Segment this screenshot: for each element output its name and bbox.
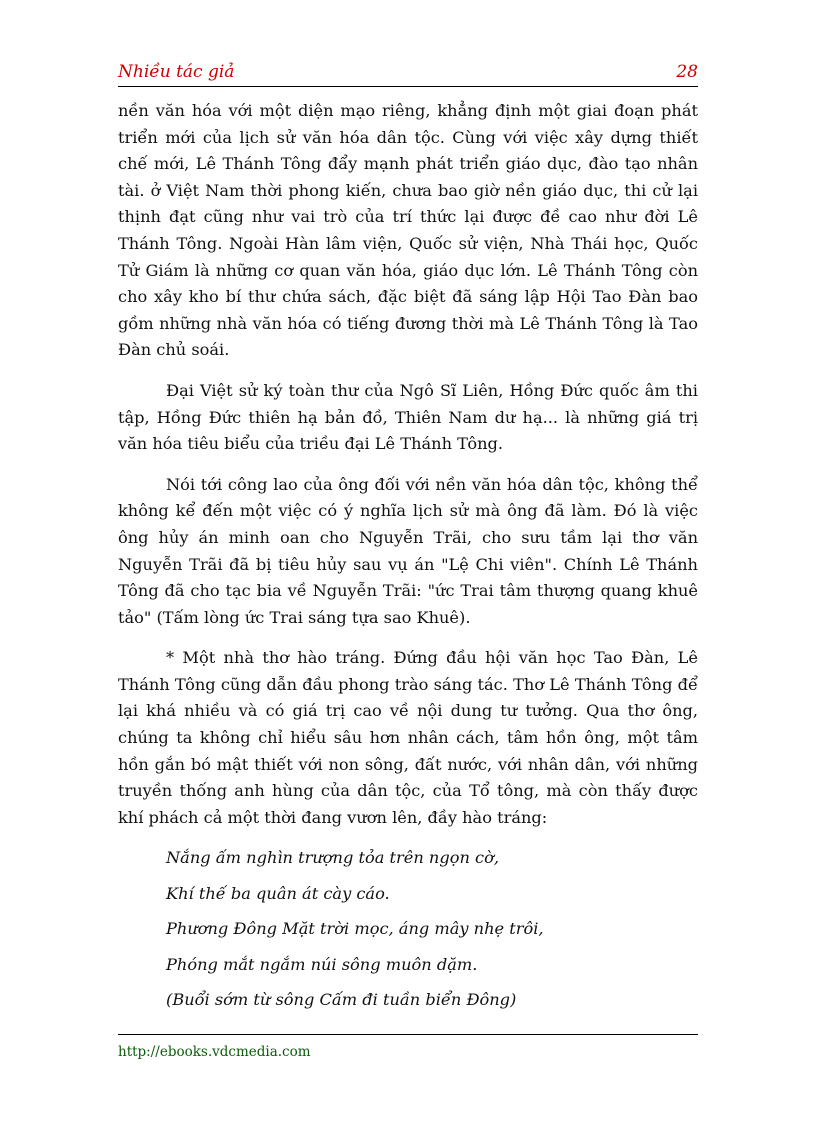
page-header: [118, 62, 698, 87]
poem-source: (Buổi sớm từ sông Cấm đi tuần biển Đông): [166, 990, 517, 1010]
footer-link[interactable]: http://ebooks.vdcmedia.com: [118, 1044, 311, 1060]
paragraph: Nói tới công lao của ông đối với nền văn hóa dân tộc, không thể không kể đến một việc có ý nghĩa lịch sử mà ông đã làm. Đó là việc ông hủy án minh oan cho Nguyễn Trãi, cho sưu tầm lại thơ văn Nguyễn Trãi đã bị tiêu hủy sau vụ án "Lệ Chi viên". Chính Lê Thánh Tông đã cho tạc bia về Nguyễn Trãi: "ức Trai tâm thượng quang khuê tảo" (Tấm lòng ức Trai sáng tựa sao Khuê).: [118, 474, 698, 627]
poem: [118, 845, 698, 1023]
paragraph: nền văn hóa với một diện mạo riêng, khẳng định một giai đoạn phát triển mới của lịch sử văn hóa dân tộc. Cùng với việc xây dựng thiết chế mới, Lê Thánh Tông đẩy mạnh phát triển giáo dục, đào tạo nhân tài. ở Việt Nam thời phong kiến, chưa bao giờ nền giáo dục, thi cử lại thịnh đạt cũng như vai trò của trí thức lại được đề cao như đời Lê Thánh Tông. Ngoài Hàn lâm viện, Quốc sử viện, Nhà Thái học, Quốc Tử Giám là những cơ quan văn hóa, giáo dục lớn. Lê Thánh Tông còn cho xây kho bí thư chứa sách, đặc biệt đã sáng lập Hội Tao Đàn bao gồm những nhà văn hóa có tiếng đương thời mà Lê Thánh Tông là Tao Đàn chủ soái.: [118, 101, 698, 360]
paragraph: * Một nhà thơ hào tráng. Đứng đầu hội văn học Tao Đàn, Lê Thánh Tông cũng dẫn đầu phong trào sáng tác. Thơ Lê Thánh Tông để lại khá nhiều và có giá trị cao về nội dung tư tưởng. Qua thơ ông, chúng ta không chỉ hiểu sâu hơn nhân cách, tâm hồn ông, một tâm hồn gắn bó mật thiết với non sông, đất nước, với nhân dân, với những truyền thống anh hùng của dân tộc, của Tổ tông, mà còn thấy được khí phách cả một thời đang vươn lên, đầy hào tráng:: [118, 648, 698, 827]
poem-line: Phương Đông Mặt trời mọc, áng mây nhẹ trôi,: [166, 919, 544, 939]
poem-line: Nắng ấm nghìn trượng tỏa trên ngọn cờ,: [166, 848, 499, 868]
page-body: [118, 98, 698, 1023]
poem-line: Phóng mắt ngắm núi sông muôn dặm.: [166, 954, 478, 974]
paragraph: Đại Việt sử ký toàn thư của Ngô Sĩ Liên, Hồng Đức quốc âm thi tập, Hồng Đức thiên hạ bản đồ, Thiên Nam dư hạ... là những giá trị văn hóa tiêu biểu của triều đại Lê Thánh Tông.: [118, 380, 698, 454]
header-title: Nhiều tác giả: [118, 62, 235, 82]
footer-divider: [118, 1034, 698, 1035]
poem-line: Khí thế ba quân át cày cáo.: [166, 883, 390, 903]
page-number: 28: [676, 62, 698, 82]
